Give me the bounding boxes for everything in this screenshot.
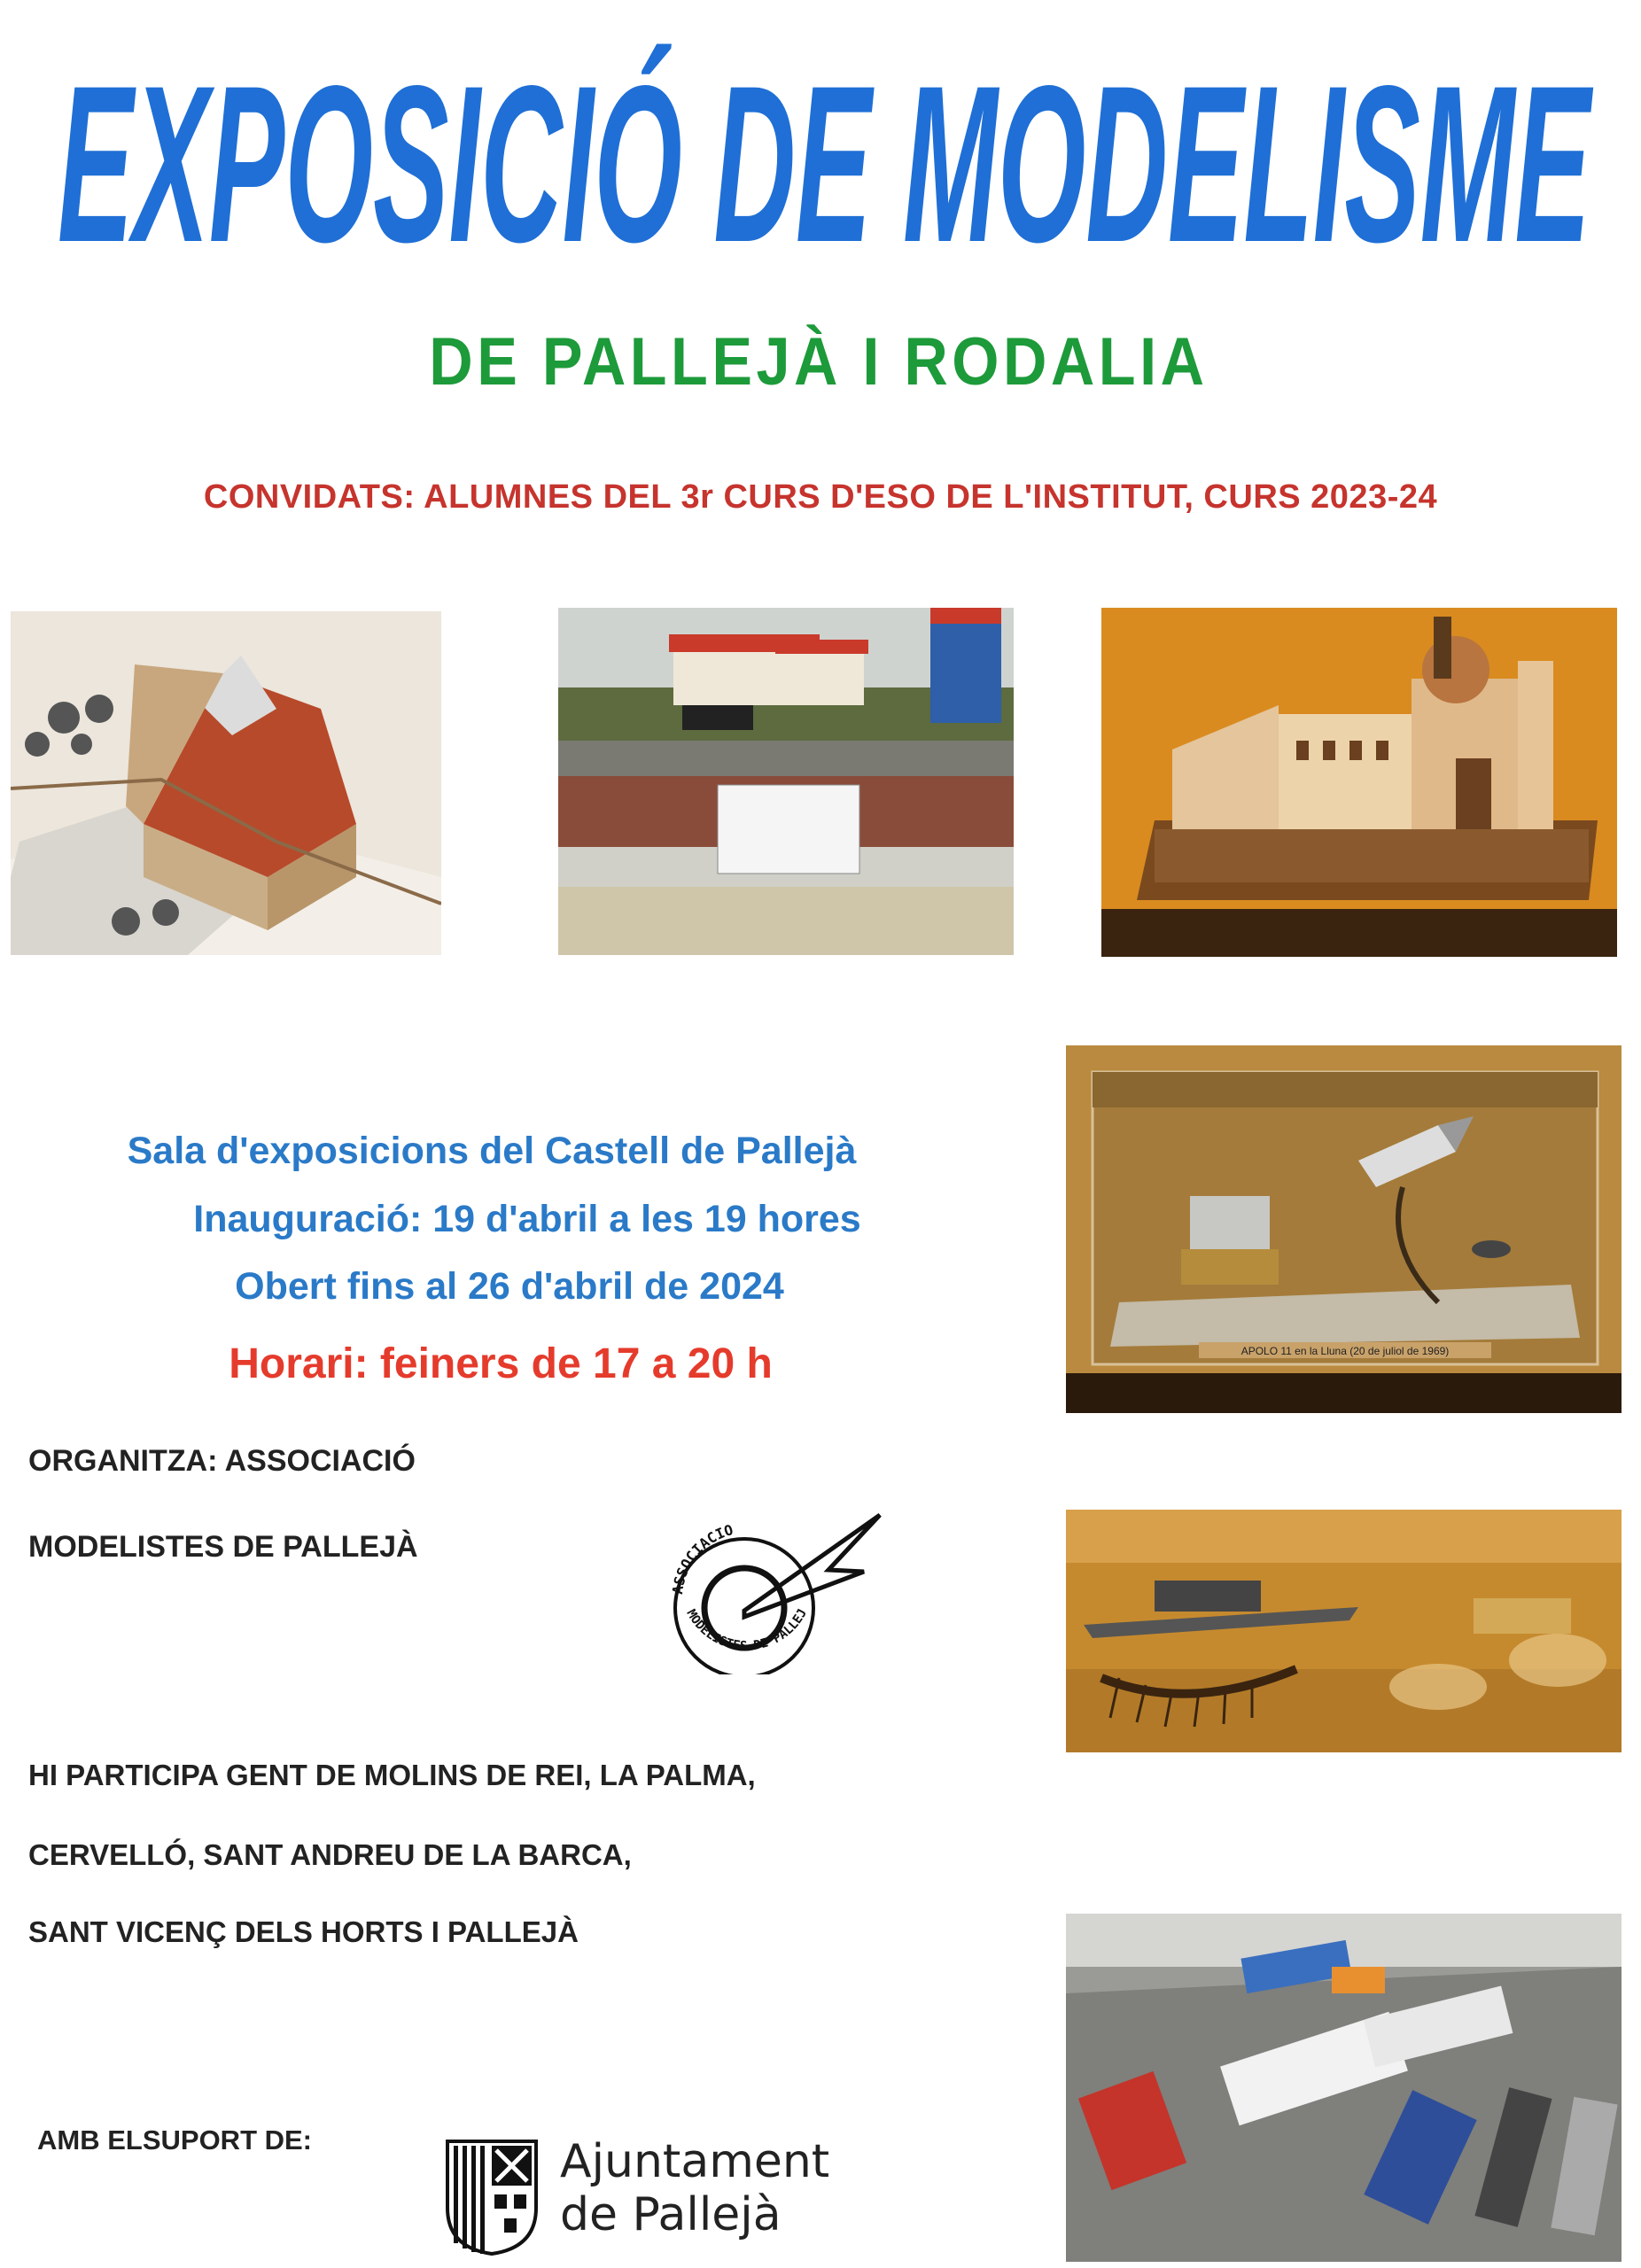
association-logo [651, 1497, 908, 1674]
organizer-line1: ORGANITZA: ASSOCIACIÓ [28, 1444, 416, 1478]
venue-text: Sala d'exposicions del Castell de Pallejà [127, 1130, 857, 1172]
photo-ships-diorama [1066, 1510, 1622, 1752]
support-label: AMB ELSUPORT DE: [37, 2124, 312, 2155]
ajuntament-line2: de Pallejà [560, 2188, 782, 2241]
participants-line1: HI PARTICIPA GENT DE MOLINS DE REI, LA PALMA, [28, 1759, 756, 1791]
ajuntament-line1: Ajuntament [560, 2135, 830, 2188]
logo-bottom-text: MODELISTES DE PALLEJ [683, 1606, 811, 1654]
open-until-text: Obert fins al 26 d'abril de 2024 [235, 1265, 784, 1308]
poster-subtitle: DE PALLEJÀ I RODALIA [429, 324, 1209, 400]
svg-text:ASSOCIACIO [669, 1521, 735, 1595]
participants-line2: CERVELLÓ, SANT ANDREU DE LA BARCA, [28, 1838, 632, 1871]
photo-castle-model [11, 611, 441, 955]
guests-line: CONVIDATS: ALUMNES DEL 3r CURS D'ESO DE L'INSTITUT, CURS 2023-24 [203, 478, 1438, 516]
opening-text: Inauguració: 19 d'abril a les 19 hores [193, 1198, 861, 1240]
poster-title-text: EXPOSICIÓ DE MODELISME [58, 39, 1594, 275]
poster-title [53, 18, 1595, 275]
apollo-caption: APOLO 11 en la Lluna (20 de juliol de 1969) [1240, 1345, 1450, 1357]
organizer-line2: MODELISTES DE PALLEJÀ [28, 1530, 418, 1564]
logo-top-text: ASSOCIACIO [668, 1521, 735, 1596]
photo-church-diorama [1101, 608, 1617, 957]
hours-text: Horari: feiners de 17 a 20 h [229, 1340, 773, 1387]
ajuntament-logo [443, 2126, 868, 2259]
photo-station-diorama [558, 608, 1014, 955]
photo-apollo-diorama [1066, 1045, 1622, 1413]
ajuntament-crest-icon [443, 2137, 541, 2256]
participants-line3: SANT VICENÇ DELS HORTS I PALLEJÀ [28, 1915, 579, 1948]
photo-trains [1066, 1914, 1622, 2262]
